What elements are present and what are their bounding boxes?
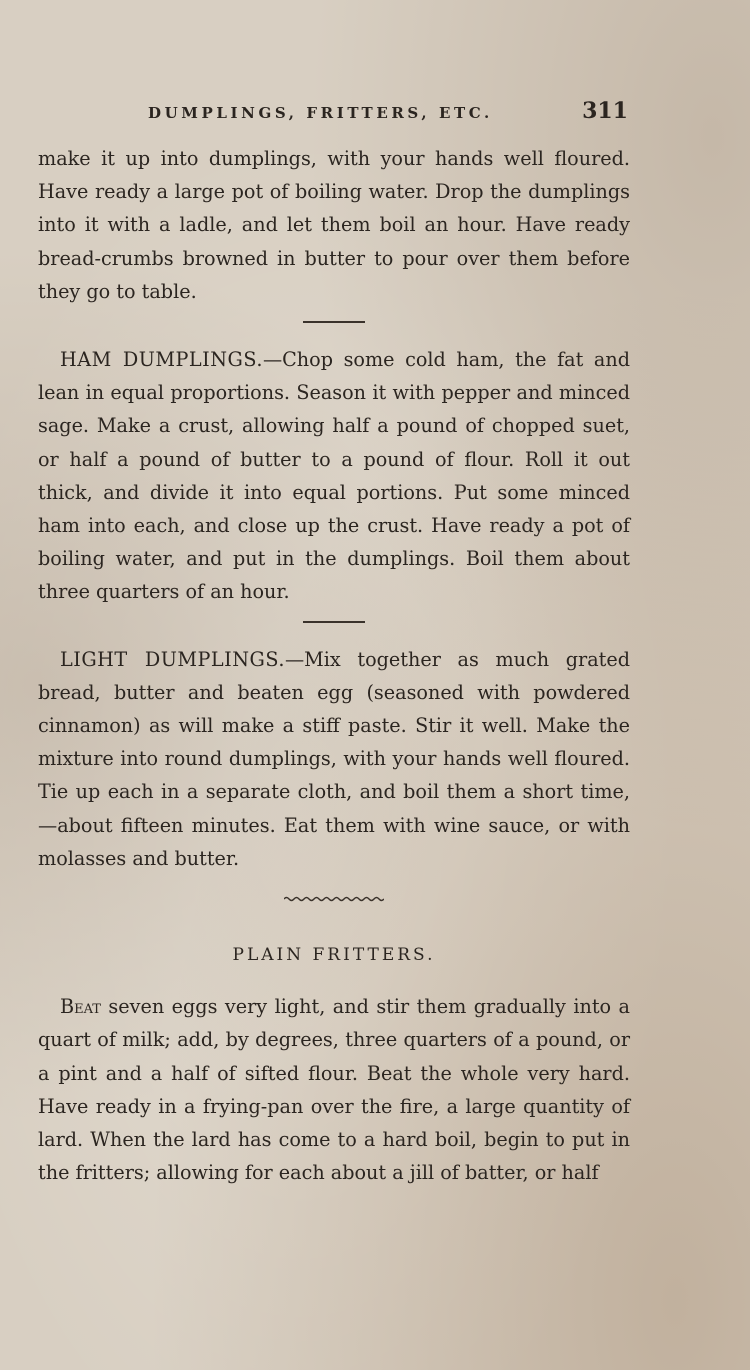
- light-dumplings-paragraph: [38, 643, 630, 875]
- ham-dumplings-heading: HAM DUMPLINGS.: [60, 348, 263, 372]
- ham-dumplings-text: —Chop some cold ham, the fat and lean in equal proportions. Season it with pepper and minced sage. Make a crust, allowing half a pound of chopped suet, or half a pound of butter to a pound of flour. Roll it out thick, and divide it into equal portions. Put some minced ham into each, and close up the crust. Have ready a pot of boiling water, and put in the dumplings. Boil them about three quarters of an hour.: [38, 348, 630, 604]
- page-header: [40, 98, 628, 132]
- continuation-text: make it up into dumplings, with your hands well floured. Have ready a large pot of boiling water. Drop the dumplings into it with a ladle, and let them boil an hour. Have ready bread-crumbs browned in butter to pour over them before they go to table.: [38, 147, 630, 303]
- page-number: 311: [582, 98, 628, 124]
- running-head: DUMPLINGS, FRITTERS, ETC.: [148, 104, 493, 122]
- plain-fritters-lead-word: Beat: [60, 995, 101, 1019]
- section-divider: [303, 321, 365, 323]
- page-body: [38, 142, 630, 1189]
- wavy-ornament: [284, 895, 384, 903]
- plain-fritters-text: seven eggs very light, and stir them gradually into a quart of milk; add, by degrees, three quarters of a pound, or a pint and a half of sifted flour. Beat the whole very hard. Have ready in a frying-pan over the fire, a large quantity of lard. When the lard has come to a hard boil, begin to put in the fritters; allowing for each about a jill of batter, or half: [38, 995, 630, 1185]
- plain-fritters-title: PLAIN FRITTERS.: [232, 945, 436, 966]
- continuation-paragraph: [38, 142, 630, 308]
- light-dumplings-text: —Mix together as much grated bread, butter and beaten egg (seasoned with powdered cinnamon) as will make a stiff paste. Stir it well. Make the mixture into round dumplings, with your hands well floured. Tie up each in a separate cloth, and boil them a short time,—about fifteen minutes. Eat them with wine sauce, or with molasses and butter.: [38, 647, 630, 870]
- light-dumplings-heading: LIGHT DUMPLINGS.: [60, 647, 285, 671]
- plain-fritters-paragraph: [38, 990, 630, 1189]
- ham-dumplings-paragraph: [38, 343, 630, 609]
- section-divider: [303, 621, 365, 623]
